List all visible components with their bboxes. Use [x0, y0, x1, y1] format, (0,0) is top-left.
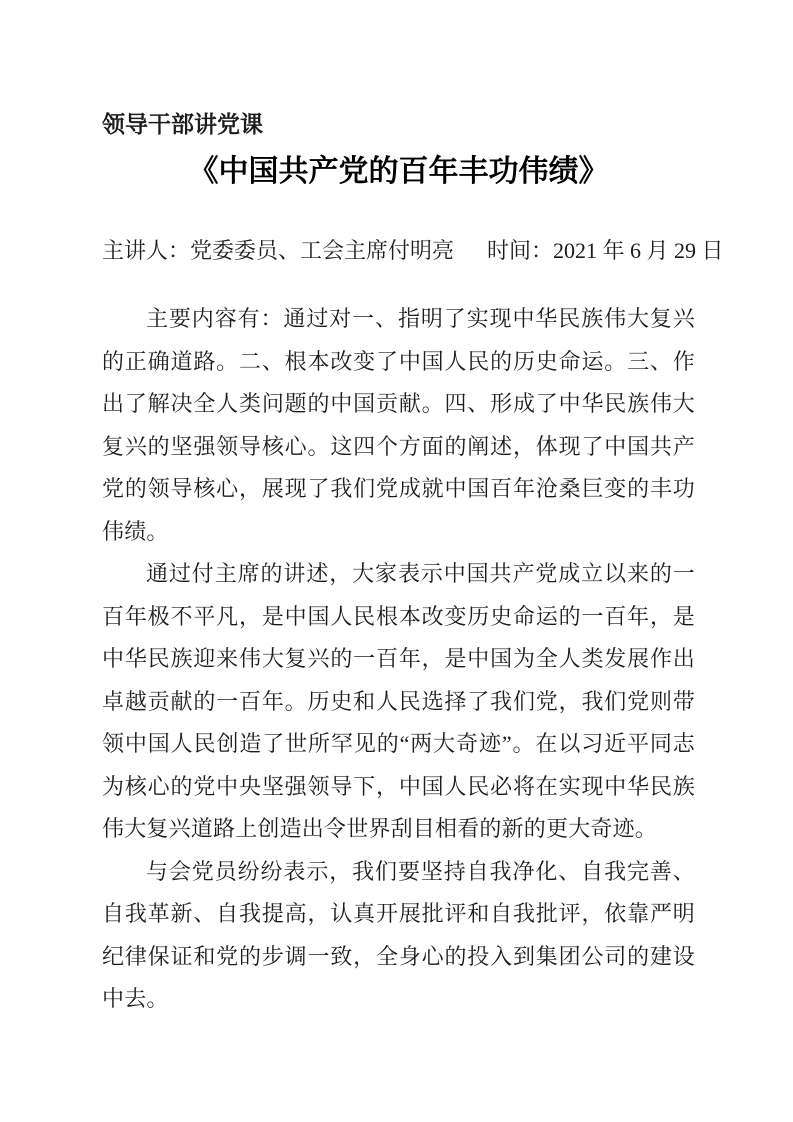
body-paragraph-1: 主要内容有：通过对一、指明了实现中华民族伟大复兴的正确道路。二、根本改变了中国人民的历史命运。三、作出了解决全人类问题的中国贡献。四、形成了中华民族伟大复兴的坚强领导核心。这四个方面的阐述，体现了中国共产党的领导核心，展现了我们党成就中国百年沧桑巨变的丰功伟绩。	[102, 306, 695, 544]
document-heading: 领导干部讲党课	[102, 111, 263, 137]
body-paragraph-2: 通过付主席的讲述，大家表示中国共产党成立以来的一百年极不平凡，是中国人民根本改变历史命运的一百年，是中华民族迎来伟大复兴的一百年，是中国为全人类发展作出卓越贡献的一百年。历史和人民选择了我们党，我们党则带领中国人民创造了世所罕见的“两大奇迹”。在以习近平同志为核心的党中央坚强领导下，中国人民必将在实现中华民族伟大复兴道路上创造出令世界刮目相看的新的更大奇迹。	[102, 561, 695, 841]
meta-time: 时间：2021 年 6 月 29 日	[487, 238, 724, 263]
meta-speaker: 主讲人：党委委员、工会主席付明亮	[102, 238, 455, 263]
meta-line	[102, 237, 724, 265]
document-body	[102, 298, 695, 1021]
document-title: 《中国共产党的百年丰功伟绩》	[188, 155, 609, 188]
body-paragraph-3: 与会党员纷纷表示，我们要坚持自我净化、自我完善、自我革新、自我提高，认真开展批评和自我批评，依靠严明纪律保证和党的步调一致，全身心的投入到集团公司的建设中去。	[102, 858, 695, 1011]
